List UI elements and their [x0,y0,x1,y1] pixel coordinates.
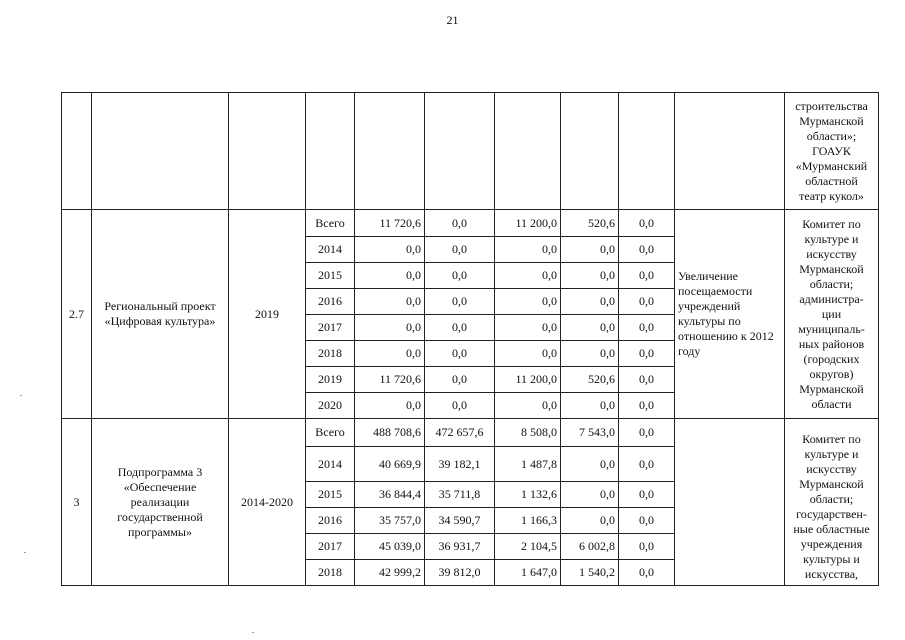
value-cell: 2 104,5 [495,534,561,560]
agency-line: ГОАУК [812,143,851,158]
agency-line: государствен- [796,506,867,521]
empty-cell [229,93,306,210]
agency-line: культуре и [804,231,859,246]
value-cell: 0,0 [561,482,619,508]
item-name-line: реализации [130,494,190,509]
value-cell: 0,0 [619,482,675,508]
agency-line: (городских [803,351,860,366]
value-cell: 0,0 [561,263,619,289]
value-cell: 0,0 [619,263,675,289]
item-name: Региональный проект «Цифровая культура» [92,210,229,419]
result-line: году [678,344,701,358]
year-cell: 2014 [306,447,355,482]
value-cell: 1 132,6 [495,482,561,508]
year-cell: 2017 [306,315,355,341]
result-line: культуры по [678,314,741,328]
agency-line: театр кукол» [799,188,864,203]
agency-line: ции [821,306,842,321]
value-cell: 1 166,3 [495,508,561,534]
value-cell: 520,6 [561,367,619,393]
value-cell: 36 844,4 [355,482,425,508]
result-line: Увеличение [678,269,739,283]
agency-line: Мурманской [799,113,864,128]
value-cell: 8 508,0 [495,419,561,447]
value-cell: 0,0 [561,289,619,315]
agency-line: области»; [806,128,857,143]
value-cell: 0,0 [561,341,619,367]
value-cell: 0,0 [619,534,675,560]
value-cell: 11 200,0 [495,367,561,393]
empty-cell [619,93,675,210]
value-cell: 40 669,9 [355,447,425,482]
agency-line: округов) [809,366,854,381]
value-cell: 0,0 [425,210,495,237]
value-cell: 6 002,8 [561,534,619,560]
program-table [61,92,879,586]
agency-cell [785,93,879,210]
value-cell: 0,0 [619,393,675,419]
agency-line: Мурманской [799,261,864,276]
value-cell: 0,0 [425,263,495,289]
value-cell: 0,0 [619,367,675,393]
year-cell: 2016 [306,508,355,534]
value-cell: 488 708,6 [355,419,425,447]
empty-cell [495,93,561,210]
value-cell: 0,0 [495,315,561,341]
item-name [92,419,229,586]
result-cell [675,419,785,586]
year-cell: 2016 [306,289,355,315]
value-cell: 0,0 [355,341,425,367]
agency-line: областной [805,173,858,188]
item-period: 2014-2020 [229,419,306,586]
agency-line: администра- [799,291,864,306]
page-number: 21 [446,13,459,27]
value-cell: 35 711,8 [425,482,495,508]
value-cell: 0,0 [355,289,425,315]
agency-line: Комитет по [802,431,861,446]
agency-line: искусства, [804,566,859,581]
value-cell: 0,0 [619,315,675,341]
empty-cell [92,93,229,210]
value-cell: 0,0 [425,315,495,341]
value-cell: 11 200,0 [495,210,561,237]
item-name-line: программы» [128,524,192,539]
item-number: 2.7 [62,210,92,419]
value-cell: 7 543,0 [561,419,619,447]
value-cell: 0,0 [619,237,675,263]
value-cell: 0,0 [619,419,675,447]
agency-line: муниципаль- [798,321,865,336]
year-cell: Всего [306,210,355,237]
table-row [62,93,879,210]
value-cell: 0,0 [619,560,675,586]
item-name-line: «Обеспечение [123,479,197,494]
empty-cell [561,93,619,210]
value-cell: 520,6 [561,210,619,237]
value-cell: 0,0 [561,508,619,534]
year-cell: 2019 [306,367,355,393]
value-cell: 0,0 [425,237,495,263]
scan-speck [252,632,254,633]
agency-line: ных районов [798,336,865,351]
empty-cell [675,93,785,210]
agency-line: культуры и [803,551,860,566]
agency-line: области; [809,491,854,506]
value-cell: 35 757,0 [355,508,425,534]
value-cell: 0,0 [495,341,561,367]
agency-line: искусству [806,246,857,261]
value-cell: 34 590,7 [425,508,495,534]
empty-cell [306,93,355,210]
agency-line: Мурманской [799,381,864,396]
result-line: учреждений [678,299,741,313]
agency-line: области; [809,276,854,291]
result-line: отношению к 2012 [678,329,774,343]
agency-line: Комитет по [802,216,861,231]
value-cell: 39 182,1 [425,447,495,482]
year-cell: 2017 [306,534,355,560]
value-cell: 0,0 [561,237,619,263]
value-cell: 42 999,2 [355,560,425,586]
agency-cell [785,419,879,586]
value-cell: 11 720,6 [355,210,425,237]
value-cell: 0,0 [495,393,561,419]
value-cell: 0,0 [425,341,495,367]
year-cell: 2015 [306,263,355,289]
value-cell: 36 931,7 [425,534,495,560]
value-cell: 1 540,2 [561,560,619,586]
item-number: 3 [62,419,92,586]
value-cell: 0,0 [495,237,561,263]
item-period: 2019 [229,210,306,419]
value-cell: 0,0 [355,315,425,341]
value-cell: 1 647,0 [495,560,561,586]
value-cell: 0,0 [619,210,675,237]
item-name-line: Подпрограмма 3 [117,464,203,479]
value-cell: 0,0 [619,341,675,367]
value-cell: 0,0 [619,289,675,315]
scan-speck [20,395,22,396]
value-cell: 0,0 [561,315,619,341]
agency-line: области [811,396,852,411]
value-cell: 0,0 [425,289,495,315]
value-cell: 0,0 [355,263,425,289]
empty-cell [355,93,425,210]
table-row [62,210,879,237]
value-cell: 0,0 [495,289,561,315]
agency-line: строительства [795,98,868,113]
agency-line: культуре и [804,446,859,461]
value-cell: 11 720,6 [355,367,425,393]
value-cell: 0,0 [619,508,675,534]
value-cell: 45 039,0 [355,534,425,560]
value-cell: 0,0 [619,447,675,482]
agency-line: «Мурманский [795,158,868,173]
value-cell: 472 657,6 [425,419,495,447]
year-cell: Всего [306,419,355,447]
value-cell: 39 812,0 [425,560,495,586]
value-cell: 0,0 [355,237,425,263]
item-name-line: государственной [117,509,203,524]
year-cell: 2014 [306,237,355,263]
agency-line: ные областные [793,521,870,536]
value-cell: 0,0 [561,447,619,482]
year-cell: 2018 [306,560,355,586]
result-line: посещаемости [678,284,753,298]
scan-speck [24,552,26,553]
value-cell: 1 487,8 [495,447,561,482]
agency-cell [785,210,879,419]
table-row [62,419,879,447]
value-cell: 0,0 [495,263,561,289]
value-cell: 0,0 [561,393,619,419]
value-cell: 0,0 [425,393,495,419]
agency-line: искусству [806,461,857,476]
value-cell: 0,0 [425,367,495,393]
agency-line: учреждения [800,536,863,551]
year-cell: 2015 [306,482,355,508]
empty-cell [425,93,495,210]
result-cell [675,210,785,419]
value-cell: 0,0 [355,393,425,419]
empty-cell [62,93,92,210]
agency-line: Мурманской [799,476,864,491]
year-cell: 2018 [306,341,355,367]
year-cell: 2020 [306,393,355,419]
